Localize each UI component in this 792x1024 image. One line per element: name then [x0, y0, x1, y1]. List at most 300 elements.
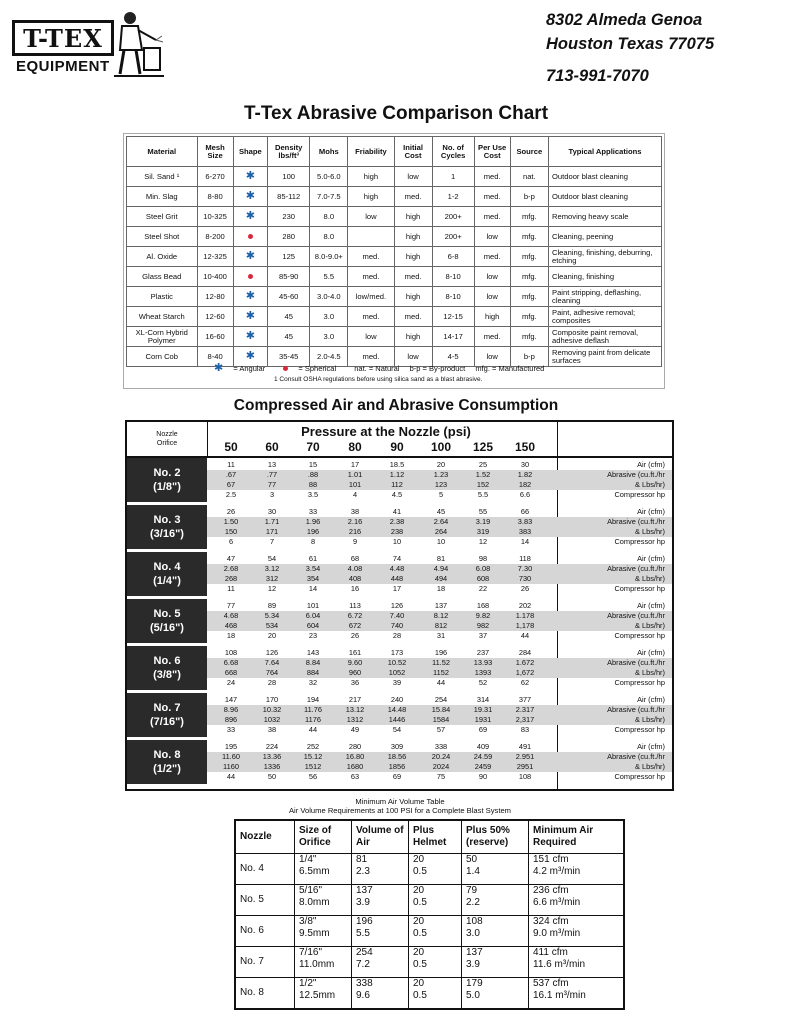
nozzle-name: No. 2	[153, 467, 181, 479]
application-cell: Removing heavy scale	[549, 207, 662, 227]
air-volume-caption	[200, 797, 600, 815]
initial-cost-cell: high	[394, 287, 432, 307]
volume-cell-imperial: 81	[356, 854, 368, 865]
consumption-value: 26	[226, 507, 236, 516]
column-header: Material	[127, 137, 198, 167]
initial-cost-cell: med.	[394, 267, 432, 287]
consumption-value: 170	[265, 695, 279, 704]
orifice-size-cell	[295, 916, 352, 947]
consumption-value: 5.34	[264, 611, 280, 620]
consumption-value: 608	[476, 574, 490, 583]
material-cell: Steel Grit	[127, 207, 198, 227]
density-cell: 230	[268, 207, 310, 227]
consumption-value: 57	[436, 725, 446, 734]
density-cell: 45-60	[268, 287, 310, 307]
consumption-value: 44	[520, 631, 530, 640]
air-volume-column-header: Size of Orifice	[295, 820, 352, 854]
cycles-cell: 14-17	[432, 327, 474, 347]
consumption-row	[207, 648, 672, 658]
consumption-row	[207, 678, 672, 688]
application-cell: Cleaning, finishing	[549, 267, 662, 287]
column-header: Typical Applications	[549, 137, 662, 167]
consumption-value: 1.12	[389, 470, 405, 479]
logo-wordmark: T-TEX	[12, 20, 114, 56]
material-cell: Min. Slag	[127, 187, 198, 207]
consumption-value: 32	[308, 678, 318, 687]
consumption-value: 26	[520, 584, 530, 593]
consumption-value: 309	[390, 742, 404, 751]
consumption-value: 108	[518, 772, 532, 781]
reserve-cell	[462, 978, 529, 1010]
mesh-cell: 8-200	[197, 227, 233, 247]
consumption-row	[207, 527, 672, 537]
consumption-value: 50	[267, 772, 277, 781]
minimum-air-cell-imperial: 537 cfm	[533, 978, 569, 989]
consumption-value: 101	[348, 480, 362, 489]
consumption-value: 11.76	[304, 705, 322, 714]
consumption-value: 54	[267, 554, 277, 563]
reserve-cell	[462, 854, 529, 885]
consumption-value: 26	[350, 631, 360, 640]
consumption-value: 2.64	[433, 517, 449, 526]
volume-cell-metric: 3.9	[356, 897, 370, 908]
density-cell: 35-45	[268, 347, 310, 367]
consumption-row	[207, 631, 672, 641]
consumption-value: 4.94	[433, 564, 449, 573]
column-header: Mesh Size	[197, 137, 233, 167]
spherical-shape-icon	[283, 366, 288, 371]
consumption-row	[207, 564, 672, 574]
consumption-value: 30	[520, 460, 530, 469]
consumption-value: 7	[269, 537, 275, 546]
consumption-value: 4.5	[391, 490, 403, 499]
consumption-value: 2024	[432, 762, 450, 771]
angular-shape-icon: ✱	[245, 290, 255, 302]
consumption-value: 112	[391, 480, 403, 489]
cycles-cell: 4-5	[432, 347, 474, 367]
orifice-size-cell	[295, 854, 352, 885]
consumption-value: 74	[392, 554, 402, 563]
consumption-value: 194	[306, 695, 320, 704]
consumption-value: 13.12	[345, 705, 365, 714]
consumption-value: 20	[436, 460, 446, 469]
nozzle-size: (1/4")	[153, 575, 181, 587]
consumption-value: 38	[267, 725, 277, 734]
volume-cell-imperial: 196	[356, 916, 373, 927]
consumption-value: 1.96	[305, 517, 321, 526]
consumption-value: 740	[390, 621, 404, 630]
consumption-row	[207, 772, 672, 782]
shape-cell	[233, 167, 267, 187]
column-header: Source	[510, 137, 548, 167]
nozzle-cell: No. 7	[235, 947, 295, 978]
consumption-value: 88	[308, 480, 318, 489]
consumption-value: 19.31	[473, 705, 493, 714]
consumption-value: 182	[518, 480, 532, 489]
consumption-value: 54	[392, 725, 402, 734]
company-address	[546, 8, 714, 88]
helmet-cell	[409, 978, 462, 1010]
consumption-value: 23	[308, 631, 318, 640]
mesh-cell: 12-80	[197, 287, 233, 307]
consumption-row	[207, 574, 672, 584]
consumption-value: 16	[350, 584, 360, 593]
consumption-value: 1.52	[475, 470, 491, 479]
abrasive-row	[127, 307, 662, 327]
consumption-value: 8.12	[433, 611, 449, 620]
mesh-cell: 12-60	[197, 307, 233, 327]
consumption-value: 2.951	[515, 752, 535, 761]
friability-cell: med.	[348, 347, 394, 367]
friability-cell: med.	[348, 267, 394, 287]
source-cell: nat.	[510, 167, 548, 187]
cycles-cell: 1	[432, 167, 474, 187]
consumption-value: 2459	[474, 762, 492, 771]
orifice-size-cell-metric: 6.5mm	[299, 866, 330, 877]
density-cell: 45	[268, 307, 310, 327]
shape-legend	[214, 364, 552, 373]
consumption-value: 1.50	[223, 517, 239, 526]
initial-cost-cell: med.	[394, 307, 432, 327]
consumption-value: 224	[265, 742, 279, 751]
consumption-value: 534	[265, 621, 279, 630]
consumption-value: 960	[348, 668, 362, 677]
volume-cell-imperial: 137	[356, 885, 373, 896]
volume-cell	[352, 978, 409, 1010]
column-header: No. of Cycles	[432, 137, 474, 167]
per-use-cost-cell: med.	[474, 207, 510, 227]
mohs-cell: 8.0-9.0+	[310, 247, 348, 267]
consumption-value: 75	[436, 772, 446, 781]
consumption-value: 377	[518, 695, 532, 704]
row-label: Abrasive (cu.ft./hr	[607, 752, 665, 761]
logo-subtitle: EQUIPMENT	[16, 58, 110, 75]
consumption-value: 11.60	[222, 752, 240, 761]
row-label: Abrasive (cu.ft./hr	[607, 564, 665, 573]
consumption-row	[207, 460, 672, 470]
pressure-value: 80	[348, 440, 362, 454]
minimum-air-cell-metric: 6.6 m³/min	[533, 897, 581, 908]
consumption-value: 1,672	[515, 668, 535, 677]
consumption-value: 604	[306, 621, 320, 630]
consumption-value: 3.19	[475, 517, 491, 526]
column-header: Per Use Cost	[474, 137, 510, 167]
consumption-value: 491	[518, 742, 532, 751]
phone-number: 713-991-7070	[546, 67, 649, 85]
consumption-value: 1.178	[515, 611, 535, 620]
consumption-value: 238	[390, 527, 404, 536]
helmet-cell-imperial: 20	[413, 854, 425, 865]
pressure-value: 60	[265, 440, 279, 454]
reserve-cell	[462, 885, 529, 916]
application-cell: Paint, adhesive removal; composites	[549, 307, 662, 327]
consumption-value: 240	[390, 695, 404, 704]
angular-shape-icon: ✱	[245, 330, 255, 342]
consumption-value: 3.5	[307, 490, 319, 499]
consumption-value: 17	[350, 460, 360, 469]
air-volume-column-header: Minimum Air Required	[529, 820, 625, 854]
mesh-cell: 8-40	[197, 347, 233, 367]
cycles-cell: 12-15	[432, 307, 474, 327]
consumption-value: 6.68	[223, 658, 239, 667]
cycles-cell: 200+	[432, 207, 474, 227]
cycles-cell: 8-10	[432, 267, 474, 287]
volume-cell	[352, 916, 409, 947]
consumption-value: 1680	[346, 762, 364, 771]
density-cell: 125	[268, 247, 310, 267]
helmet-cell	[409, 947, 462, 978]
consumption-value: 20	[267, 631, 277, 640]
consumption-value: 196	[306, 527, 320, 536]
nozzle-size: (7/16")	[150, 716, 184, 728]
minimum-air-cell	[529, 854, 625, 885]
friability-cell	[348, 227, 394, 247]
mohs-cell: 5.5	[310, 267, 348, 287]
row-label: Compressor hp	[614, 725, 665, 734]
abrasive-chart-title: T-Tex Abrasive Comparison Chart	[243, 103, 549, 124]
material-cell: Al. Oxide	[127, 247, 198, 267]
volume-cell-metric: 9.6	[356, 990, 370, 1001]
consumption-value: 77	[267, 480, 277, 489]
mesh-cell: 16-60	[197, 327, 233, 347]
legend-spherical: = Spherical	[298, 364, 337, 373]
consumption-value: 123	[434, 480, 448, 489]
mohs-cell: 8.0	[310, 227, 348, 247]
consumption-value: 171	[265, 527, 279, 536]
legend-angular: = Angular	[233, 364, 266, 373]
consumption-value: .67	[225, 470, 237, 479]
orifice-size-cell-imperial: 1/2"	[299, 978, 317, 989]
address-line2: Houston Texas 77075	[546, 35, 715, 53]
volume-cell	[352, 885, 409, 916]
application-cell: Cleaning, finishing, deburring, etching	[549, 247, 662, 267]
nozzle-block	[127, 552, 672, 596]
air-volume-caption-line2: Air Volume Requirements at 100 PSI for a Complete Blast System	[288, 806, 511, 815]
consumption-value: 1336	[263, 762, 281, 771]
consumption-value: .88	[307, 470, 319, 479]
helmet-cell-imperial: 20	[413, 916, 425, 927]
cycles-cell: 8-10	[432, 287, 474, 307]
nozzle-label	[127, 458, 207, 502]
pressure-value: 70	[306, 440, 320, 454]
consumption-value: 11.52	[432, 658, 450, 667]
reserve-cell	[462, 947, 529, 978]
consumption-value: .77	[266, 470, 278, 479]
angular-shape-icon: ✱	[245, 310, 255, 322]
row-label: Compressor hp	[614, 631, 665, 640]
nozzle-size: (3/8")	[153, 669, 181, 681]
nozzle-label	[127, 599, 207, 643]
density-cell: 100	[268, 167, 310, 187]
orifice-size-cell-metric: 8.0mm	[299, 897, 330, 908]
nozzle-label	[127, 740, 207, 784]
consumption-value: 62	[520, 678, 530, 687]
row-label: & Lbs/hr)	[635, 715, 665, 724]
volume-cell-metric: 5.5	[356, 928, 370, 939]
consumption-value: 672	[348, 621, 362, 630]
pressure-value: 100	[430, 440, 452, 454]
nozzle-cell: No. 4	[235, 854, 295, 885]
consumption-row	[207, 742, 672, 752]
nozzle-size: (3/16")	[150, 528, 184, 540]
consumption-value: 896	[224, 715, 238, 724]
angular-shape-icon: ✱	[245, 190, 255, 202]
initial-cost-cell: high	[394, 207, 432, 227]
pressure-value: 150	[514, 440, 536, 454]
helmet-cell-metric: 0.5	[413, 897, 427, 908]
nozzle-name: No. 3	[153, 514, 181, 526]
mohs-cell: 7.0-7.5	[310, 187, 348, 207]
consumption-value: 55	[478, 507, 488, 516]
nozzle-block	[127, 505, 672, 549]
consumption-value: 168	[476, 601, 490, 610]
material-cell: Corn Cob	[127, 347, 198, 367]
consumption-value: 4.68	[223, 611, 239, 620]
consumption-value: 6.08	[475, 564, 491, 573]
consumption-value: 12	[478, 537, 488, 546]
consumption-value: 18.5	[389, 460, 405, 469]
consumption-header	[127, 422, 672, 458]
abrasive-row	[127, 247, 662, 267]
row-label: Compressor hp	[614, 490, 665, 499]
row-label: & Lbs/hr)	[635, 480, 665, 489]
shape-cell	[233, 287, 267, 307]
minimum-air-cell-metric: 11.6 m³/min	[533, 959, 586, 970]
consumption-value: 47	[226, 554, 236, 563]
per-use-cost-cell: med.	[474, 187, 510, 207]
consumption-value: 33	[226, 725, 236, 734]
consumption-value: 6.04	[305, 611, 321, 620]
mesh-cell: 12-325	[197, 247, 233, 267]
source-cell: b-p	[510, 347, 548, 367]
consumption-value: 3.12	[264, 564, 280, 573]
consumption-value: 25	[478, 460, 488, 469]
consumption-value: 69	[392, 772, 402, 781]
initial-cost-cell: high	[394, 247, 432, 267]
consumption-value: 10.52	[387, 658, 407, 667]
column-header: Density lbs/ft³	[268, 137, 310, 167]
consumption-row	[207, 621, 672, 631]
row-label: Air (cfm)	[637, 742, 665, 751]
shape-cell	[233, 247, 267, 267]
consumption-value: 44	[308, 725, 318, 734]
consumption-value: 11	[227, 460, 235, 469]
nozzle-name: No. 6	[153, 655, 181, 667]
consumption-value: 137	[434, 601, 448, 610]
nozzle-label	[127, 646, 207, 690]
consumption-value: 195	[224, 742, 238, 751]
orifice-size-cell	[295, 978, 352, 1010]
air-volume-column-header: Plus 50% (reserve)	[462, 820, 529, 854]
consumption-value: 108	[224, 648, 238, 657]
consumption-value: 252	[306, 742, 320, 751]
initial-cost-cell: high	[394, 327, 432, 347]
consumption-row	[207, 480, 672, 490]
shape-cell	[233, 207, 267, 227]
consumption-value: 3.83	[517, 517, 533, 526]
consumption-value: 69	[478, 725, 488, 734]
nozzle-header-line2: Orifice	[156, 440, 178, 447]
shape-cell	[233, 187, 267, 207]
reserve-cell-metric: 3.0	[466, 928, 480, 939]
consumption-value: 1160	[223, 762, 239, 771]
per-use-cost-cell: med.	[474, 327, 510, 347]
application-cell: Outdoor blast cleaning	[549, 187, 662, 207]
shape-cell	[233, 327, 267, 347]
consumption-value: 15.12	[303, 752, 323, 761]
row-label: & Lbs/hr)	[635, 527, 665, 536]
mohs-cell: 5.0-6.0	[310, 167, 348, 187]
consumption-value: 8.96	[223, 705, 239, 714]
consumption-value: 11	[227, 584, 235, 593]
consumption-value: 18	[436, 584, 446, 593]
consumption-value: 9.82	[475, 611, 491, 620]
consumption-value: 126	[265, 648, 279, 657]
minimum-air-cell	[529, 885, 625, 916]
row-label: Compressor hp	[614, 584, 665, 593]
nozzle-orifice-header	[127, 422, 208, 456]
density-cell: 280	[268, 227, 310, 247]
application-cell: Outdoor blast cleaning	[549, 167, 662, 187]
nozzle-label	[127, 552, 207, 596]
consumption-row	[207, 537, 672, 547]
orifice-size-cell-metric: 11.0mm	[299, 959, 335, 970]
consumption-value: 314	[476, 695, 490, 704]
helmet-cell	[409, 885, 462, 916]
consumption-value: 44	[226, 772, 236, 781]
consumption-value: 338	[434, 742, 448, 751]
consumption-value: 61	[308, 554, 318, 563]
consumption-value: 408	[348, 574, 362, 583]
consumption-value: 39	[392, 678, 402, 687]
consumption-value: 217	[348, 695, 362, 704]
consumption-value: 383	[518, 527, 532, 536]
consumption-value: 1.23	[433, 470, 449, 479]
air-volume-row	[235, 854, 624, 885]
nozzle-block	[127, 693, 672, 737]
minimum-air-cell-imperial: 236 cfm	[533, 885, 569, 896]
per-use-cost-cell: low	[474, 347, 510, 367]
consumption-value: 1052	[388, 668, 406, 677]
row-label: Air (cfm)	[637, 460, 665, 469]
helmet-cell-imperial: 20	[413, 947, 425, 958]
consumption-value: 2,317	[515, 715, 535, 724]
consumption-value: 101	[306, 601, 320, 610]
orifice-size-cell-metric: 12.5mm	[299, 990, 336, 1001]
row-label: Air (cfm)	[637, 554, 665, 563]
mohs-cell: 2.0-4.5	[310, 347, 348, 367]
row-label: Abrasive (cu.ft./hr	[607, 611, 665, 620]
consumption-value: 10	[436, 537, 446, 546]
consumption-value: 81	[436, 554, 446, 563]
reserve-cell-metric: 3.9	[466, 959, 480, 970]
row-label: Abrasive (cu.ft./hr	[607, 470, 665, 479]
source-cell: b-p	[510, 187, 548, 207]
consumption-value: 2.16	[347, 517, 363, 526]
nozzle-header-line1: Nozzle	[156, 431, 178, 438]
nozzle-block	[127, 599, 672, 643]
mohs-cell: 8.0	[310, 207, 348, 227]
consumption-value: 280	[348, 742, 362, 751]
row-label: & Lbs/hr)	[635, 762, 665, 771]
volume-cell-metric: 7.2	[356, 959, 370, 970]
column-header: Initial Cost	[394, 137, 432, 167]
initial-cost-cell: med.	[394, 187, 432, 207]
consumption-value: 812	[434, 621, 448, 630]
consumption-value: 12	[267, 584, 277, 593]
consumption-value: 202	[518, 601, 532, 610]
minimum-air-cell-metric: 4.2 m³/min	[533, 866, 581, 877]
